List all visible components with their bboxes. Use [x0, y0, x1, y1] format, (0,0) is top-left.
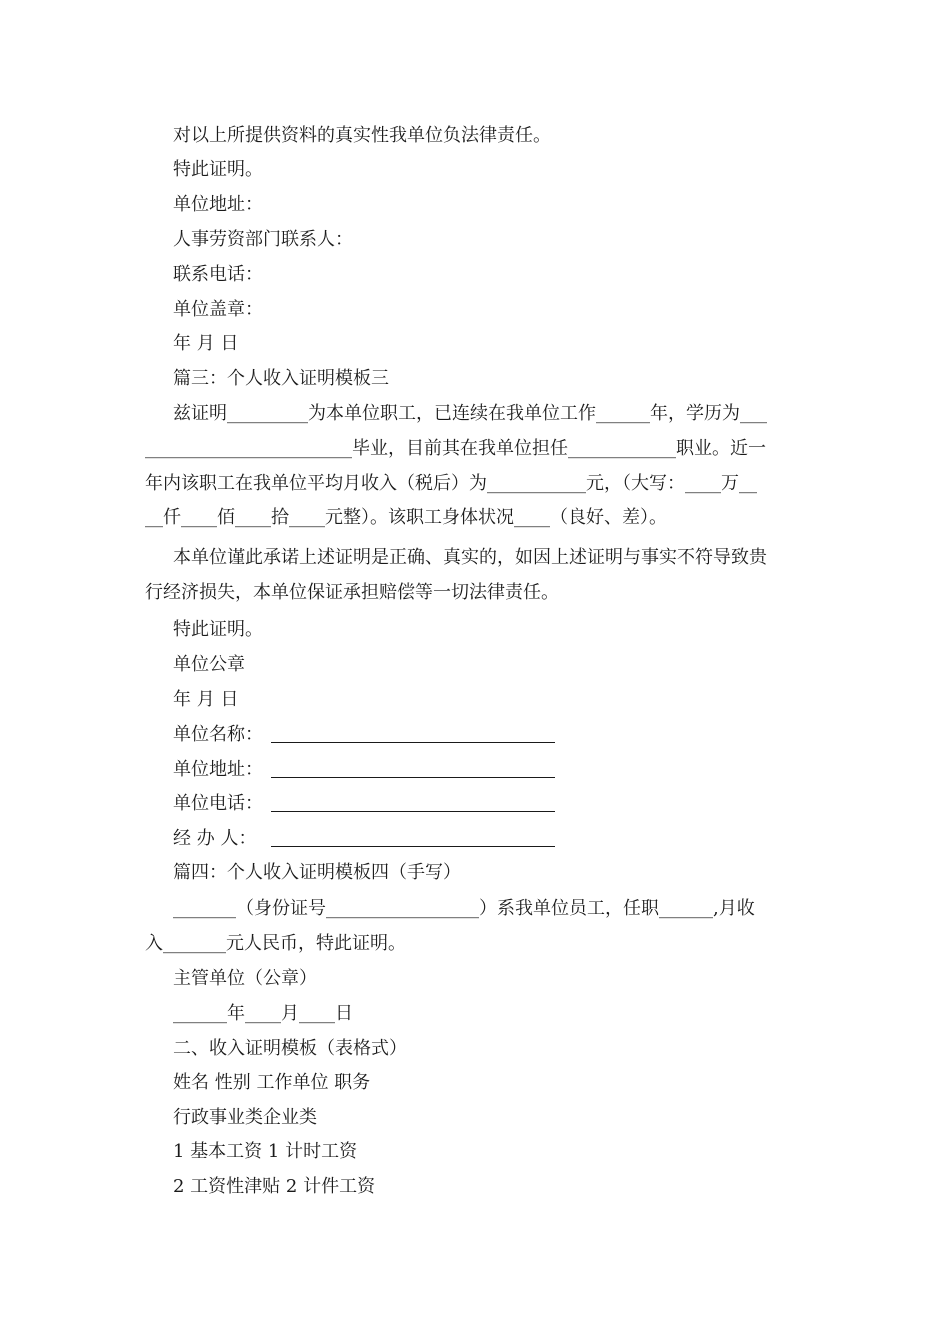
- line-category: 行政事业类企业类: [173, 1107, 317, 1128]
- line-date-blanks: ______年____月____日: [173, 1003, 353, 1024]
- line-legal-responsibility: 对以上所提供资料的真实性我单位负法律责任。: [173, 125, 551, 146]
- line-salary-item: 1 基本工资 1 计时工资: [173, 1141, 358, 1162]
- line-certify: 特此证明。: [173, 619, 263, 640]
- paragraph-line: 本单位谨此承诺上述证明是正确、真实的，如因上述证明与事实不符导致贵: [173, 547, 767, 568]
- paragraph-line: 入_______元人民币，特此证明。: [145, 933, 406, 954]
- line-unit-seal: 单位盖章：: [173, 299, 263, 320]
- line-contact-phone: 联系电话：: [173, 264, 263, 285]
- paragraph-line: _______________________毕业，目前其在我单位担任____________职业。近一: [145, 438, 766, 459]
- line-table-header: 姓名 性别 工作单位 职务: [173, 1072, 371, 1093]
- line-certify: 特此证明。: [173, 159, 263, 180]
- paragraph-line: 年内该职工在我单位平均月收入（税后）为___________元，（大写：____万__: [145, 473, 757, 494]
- unit-address-blank: [271, 777, 555, 778]
- paragraph-line: __仟____佰____拾____元整）。该职工身体状况____（良好、差）。: [145, 507, 667, 528]
- label-unit-address: 单位地址：: [173, 759, 263, 780]
- line-hr-contact: 人事劳资部门联系人：: [173, 229, 353, 250]
- handler-blank: [271, 846, 555, 847]
- line-unit-official-seal: 单位公章: [173, 654, 245, 675]
- line-salary-item: 2 工资性津贴 2 计件工资: [173, 1176, 376, 1197]
- label-unit-phone: 单位电话：: [173, 793, 263, 814]
- section-heading-table-template: 二、收入证明模板（表格式）: [173, 1038, 407, 1059]
- line-unit-address: 单位地址：: [173, 194, 263, 215]
- unit-name-blank: [271, 742, 555, 743]
- label-unit-name: 单位名称：: [173, 724, 263, 745]
- line-date: 年 月 日: [173, 689, 239, 710]
- paragraph-line: 兹证明_________为本单位职工，已连续在我单位工作______年，学历为___: [173, 403, 767, 424]
- paragraph-line: _______（身份证号_________________）系我单位员工，任职______,月收: [173, 898, 755, 919]
- section-heading-template-three: 篇三：个人收入证明模板三: [173, 368, 389, 389]
- line-date: 年 月 日: [173, 333, 239, 354]
- label-handler: 经 办 人：: [173, 828, 257, 849]
- unit-phone-blank: [271, 811, 555, 812]
- section-heading-template-four: 篇四：个人收入证明模板四（手写）: [173, 862, 461, 883]
- paragraph-line: 行经济损失，本单位保证承担赔偿等一切法律责任。: [145, 582, 559, 603]
- line-supervising-unit: 主管单位（公章）: [173, 968, 317, 989]
